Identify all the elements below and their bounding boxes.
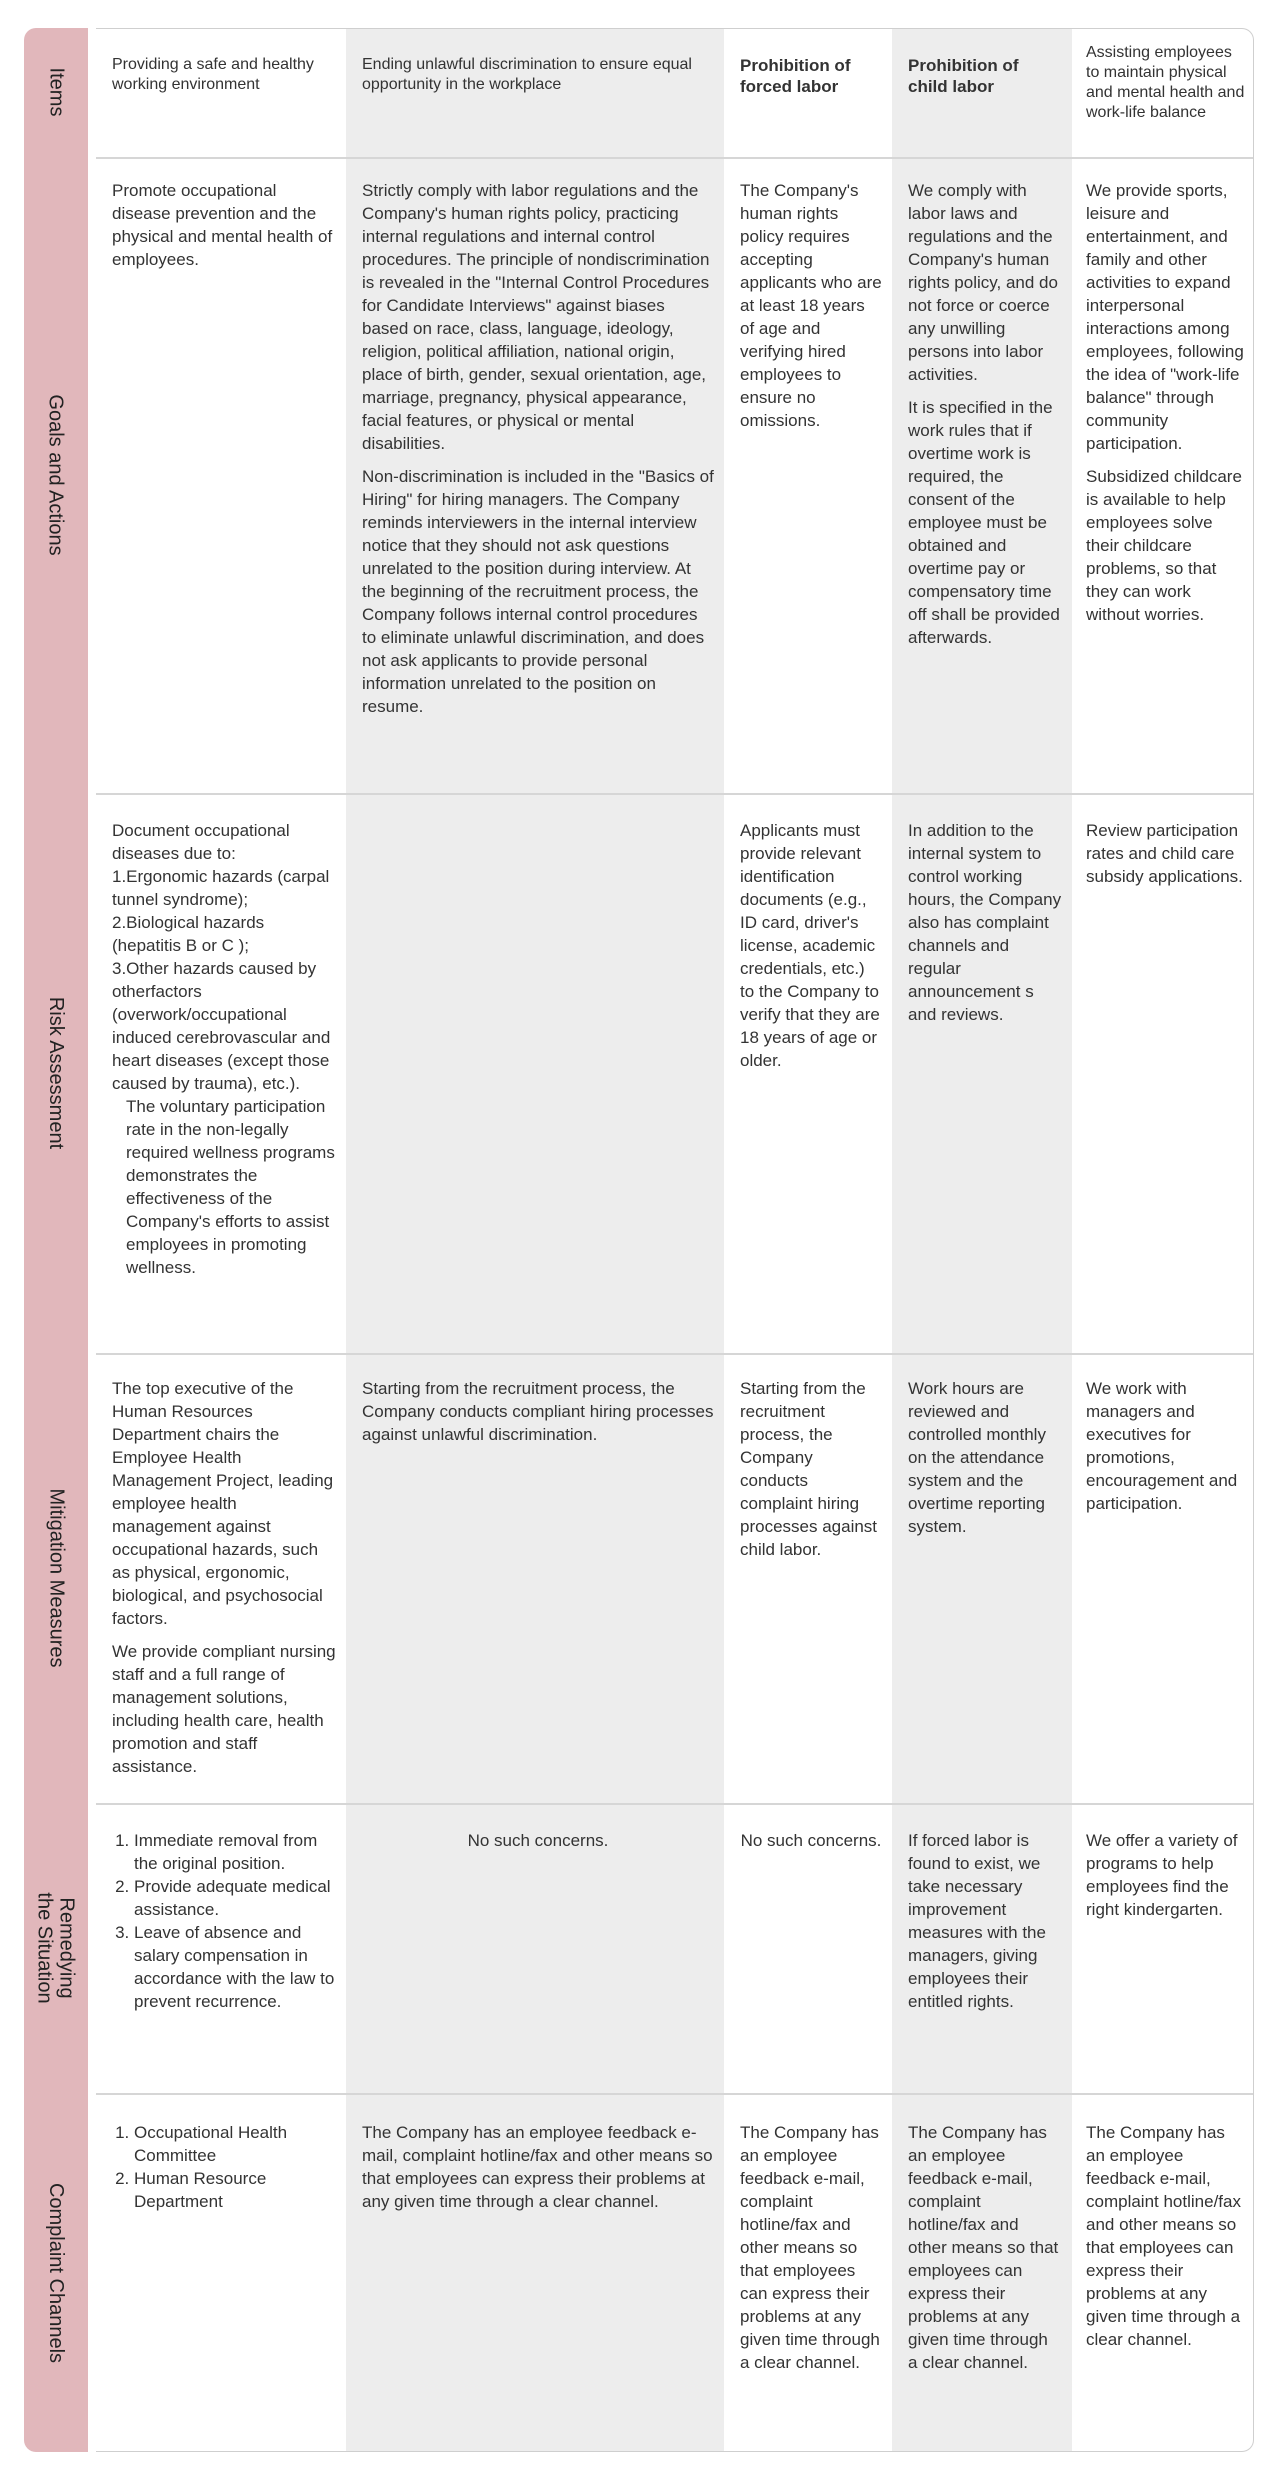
row-label-mitigation: Mitigation Measures: [45, 1488, 67, 1668]
complaint-list: 1. Occupational Health Committee 2. Human Resource Department: [112, 2121, 336, 2213]
complaint-cell-1: [96, 2121, 346, 2213]
complaint-cell-2: The Company has an employee feedback e-mail, complaint hotline/fax and other means so that employees can express their problems at any given time through a clear channel.: [362, 2123, 713, 2211]
row-label-items: Items: [45, 67, 67, 117]
header-safe-environment: Providing a safe and healthy working environment: [112, 56, 314, 93]
mitigation-cell-5: We work with managers and executives for promotions, encouragement and participation.: [1086, 1379, 1238, 1513]
remedying-cell-1: [96, 1829, 346, 2013]
risk-cell-3: Applicants must provide relevant identification documents (e.g., ID card, driver's license, academic credentials, etc.) to the Company to verify that they are 18 years of age or older.: [740, 821, 880, 1070]
row-label-complaint: Complaint Channels: [45, 2182, 68, 2364]
header-work-life-balance: Assisting employees to maintain physical and mental health and work-life balance: [1086, 44, 1245, 121]
goals-cell-4: We comply with labor laws and regulations and the Company's human rights policy, and do not force or coerce any unwilling persons into labor activities. It is specified in the work rules that if overtime work is required, the consent of the employee must be obtained and overtime pay or compensatory time off shall be provided afterwards.: [908, 181, 1060, 647]
row-divider: [96, 2093, 1253, 2095]
row-divider: [96, 1353, 1253, 1355]
goals-cell-1: Promote occupational disease prevention and the physical and mental health of employees.: [112, 181, 333, 269]
human-rights-table: [24, 28, 1254, 2452]
row-label-sidebar: [24, 28, 88, 2452]
remedying-cell-2: No such concerns.: [467, 1831, 609, 1850]
row-label-risk: Risk Assessment: [45, 996, 68, 1150]
risk-cell-5: Review participation rates and child care subsidy applications.: [1086, 821, 1243, 886]
table-body: [96, 28, 1254, 2452]
complaint-cell-3: The Company has an employee feedback e-mail, complaint hotline/fax and other means so that employees can express their problems at any given time through a clear channel.: [740, 2123, 880, 2372]
row-divider: [96, 157, 1253, 159]
row-label-goals: Goals and Actions: [45, 394, 67, 556]
goals-cell-3: The Company's human rights policy requires accepting applicants who are at least 18 years of age and verifying hired employees to ensure no omissions.: [740, 181, 882, 430]
row-divider: [96, 1803, 1253, 1805]
risk-cell-4: In addition to the internal system to control working hours, the Company also has complaint channels and regular announcement s and reviews.: [908, 821, 1062, 1024]
goals-cell-2: Strictly comply with labor regulations and the Company's human rights policy, practicing internal regulations and internal control procedures. The principle of nondiscrimination is revealed in the "Internal Control Procedures for Candidate Interviews" against biases based on race, class, language, ideology, religion, political affiliation, national origin, place of birth, gender, sexual orientation, age, marriage, pregnancy, physical appearance, facial features, or physical or mental disabilities. Non-discrimination is included in the "Basics of Hiring" for hiring managers. The Company reminds interviewers in the internal interview notice that they should not ask questions unrelated to the position during interview. At the beginning of the recruitment process, the Company follows internal control procedures to eliminate unlawful discrimination, and does not ask applicants to provide personal information unrelated to the position on resume.: [362, 181, 714, 716]
mitigation-cell-2: Starting from the recruitment process, the Company conducts compliant hiring processes against unlawful discrimination.: [362, 1379, 714, 1444]
header-forced-labor: Prohibition of forced labor: [740, 56, 851, 96]
mitigation-cell-1: The top executive of the Human Resources Department chairs the Employee Health Management Project, leading employee health management against occupational hazards, such as physical, ergonomic, biological, and psychosocial factors. We provide compliant nursing staff and a full range of management solutions, including health care, health promotion and staff assistance.: [112, 1379, 336, 1776]
header-child-labor: Prohibition of child labor: [908, 56, 1019, 96]
complaint-cell-5: The Company has an employee feedback e-mail, complaint hotline/fax and other means so that employees can express their problems at any given time through a clear channel.: [1086, 2123, 1241, 2349]
complaint-cell-4: The Company has an employee feedback e-mail, complaint hotline/fax and other means so that employees can express their problems at any given time through a clear channel.: [908, 2123, 1059, 2372]
remedying-cell-3: No such concerns.: [740, 1831, 882, 1850]
mitigation-cell-4: Work hours are reviewed and controlled monthly on the attendance system and the overtime reporting system.: [908, 1379, 1046, 1536]
remedying-cell-5: We offer a variety of programs to help employees find the right kindergarten.: [1086, 1831, 1238, 1919]
remedying-cell-4: If forced labor is found to exist, we take necessary improvement measures with the managers, giving employees their entitled rights.: [908, 1831, 1046, 2011]
risk-cell-1: Document occupational diseases due to: 1.Ergonomic hazards (carpal tunnel syndrome); 2.Biological hazards (hepatitis B or C ); 3.Other hazards caused by otherfactors (overwork/occupational induced cerebrovascular and heart diseases (except those caused by trauma), etc.). The voluntary participation rate in the non-legally required wellness programs demonstrates the effectiveness of the Company's efforts to assist employees in promoting wellness.: [112, 821, 335, 1277]
remedying-list: 1. Immediate removal from the original position. 2. Provide adequate medical assistance. 3. Leave of absence and salary compensation in accordance with the law to prevent recurrence.: [112, 1829, 336, 2013]
mitigation-cell-3: Starting from the recruitment process, the Company conducts complaint hiring processes against child labor.: [740, 1379, 878, 1559]
row-label-remedying: Remedying the Situation: [34, 1892, 79, 2004]
goals-cell-5: We provide sports, leisure and entertainment, and family and other activities to expand interpersonal interactions among employees, following the idea of "work-life balance" through community participation. Subsidized childcare is available to help employees solve their childcare problems, so that they can work without worries.: [1086, 181, 1244, 624]
header-discrimination: Ending unlawful discrimination to ensure equal opportunity in the workplace: [362, 56, 692, 93]
row-divider: [96, 793, 1253, 795]
